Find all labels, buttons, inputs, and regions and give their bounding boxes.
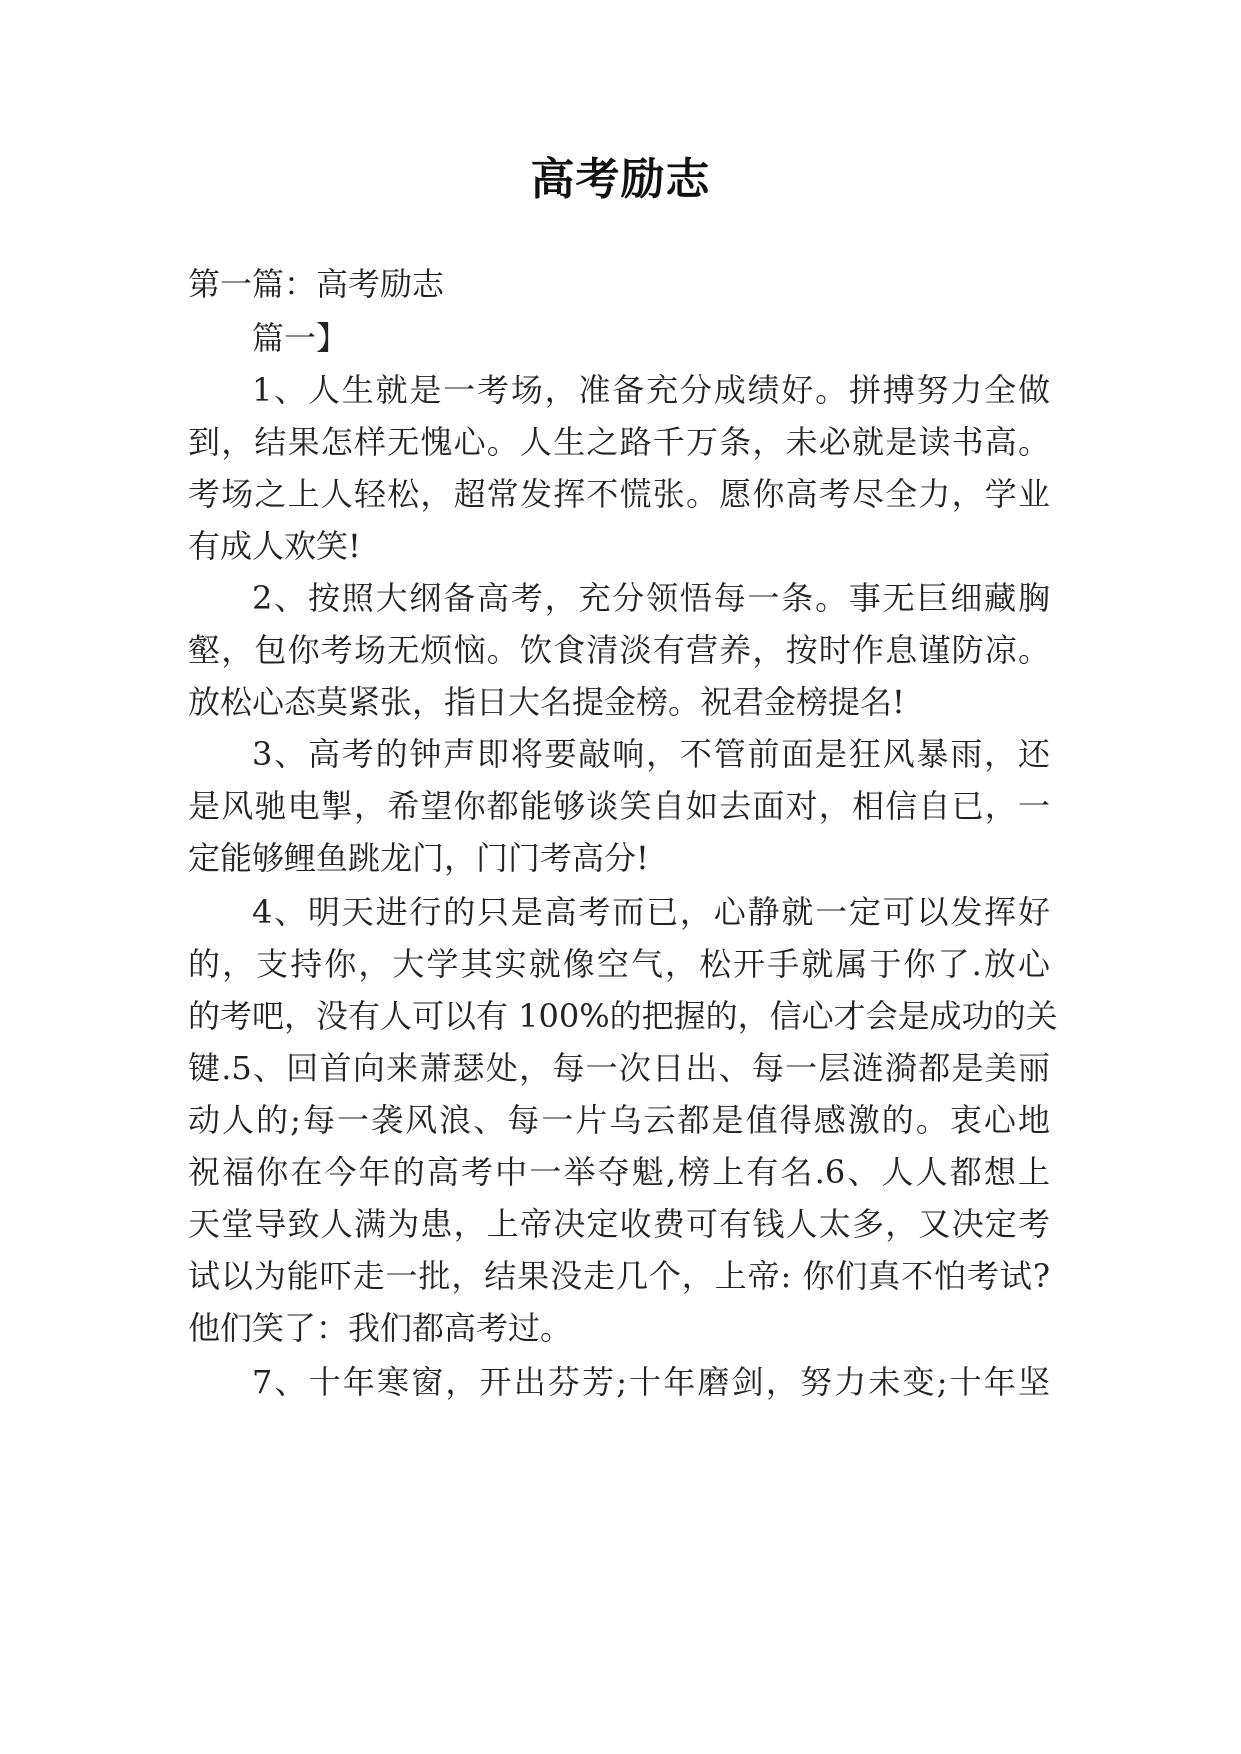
body-line: 到，结果怎样无愧心。人生之路千万条，未必就是读书高。 bbox=[188, 423, 1050, 461]
body-line: 7、十年寒窗，开出芬芳;十年磨剑，努力未变;十年坚 bbox=[252, 1363, 1050, 1401]
section-heading: 第一篇：高考励志 bbox=[188, 265, 445, 303]
body-line: 壑，包你考场无烦恼。饮食清淡有营养，按时作息谨防凉。 bbox=[188, 631, 1050, 669]
body-line: 键.5、回首向来萧瑟处，每一次日出、每一层涟漪都是美丽 bbox=[188, 1049, 1050, 1087]
body-line: 试以为能吓走一批，结果没走几个，上帝: 你们真不怕考试? bbox=[188, 1257, 1050, 1295]
body-line: 是风驰电掣，希望你都能够谈笑自如去面对，相信自已，一 bbox=[188, 787, 1050, 825]
body-line: 的考吧，没有人可以有 100%的把握的，信心才会是成功的关 bbox=[188, 997, 1058, 1035]
body-line: 2、按照大纲备高考，充分领悟每一条。事无巨细藏胸 bbox=[252, 579, 1050, 617]
body-line: 定能够鲤鱼跳龙门，门门考高分! bbox=[188, 839, 649, 877]
body-line: 他们笑了：我们都高考过。 bbox=[188, 1309, 573, 1347]
body-line: 天堂导致人满为患，上帝决定收费可有钱人太多，又决定考 bbox=[188, 1205, 1050, 1243]
subheading: 篇一】 bbox=[252, 319, 349, 357]
body-line: 有成人欢笑! bbox=[188, 527, 361, 565]
body-line: 考场之上人轻松，超常发挥不慌张。愿你高考尽全力，学业 bbox=[188, 475, 1050, 513]
document-title: 高考励志 bbox=[530, 154, 711, 205]
body-line: 动人的;每一袭风浪、每一片乌云都是值得感激的。衷心地 bbox=[188, 1101, 1050, 1139]
body-line: 放松心态莫紧张，指日大名提金榜。祝君金榜提名! bbox=[188, 683, 905, 721]
body-line: 祝福你在今年的高考中一举夺魁,榜上有名.6、人人都想上 bbox=[188, 1153, 1050, 1191]
body-line: 3、高考的钟声即将要敲响，不管前面是狂风暴雨，还 bbox=[252, 735, 1050, 773]
body-line: 1、人生就是一考场，准备充分成绩好。拼搏努力全做 bbox=[252, 371, 1050, 409]
body-line: 4、明天进行的只是高考而已，心静就一定可以发挥好 bbox=[252, 893, 1050, 931]
body-line: 的，支持你，大学其实就像空气，松开手就属于你了.放心 bbox=[188, 945, 1050, 983]
